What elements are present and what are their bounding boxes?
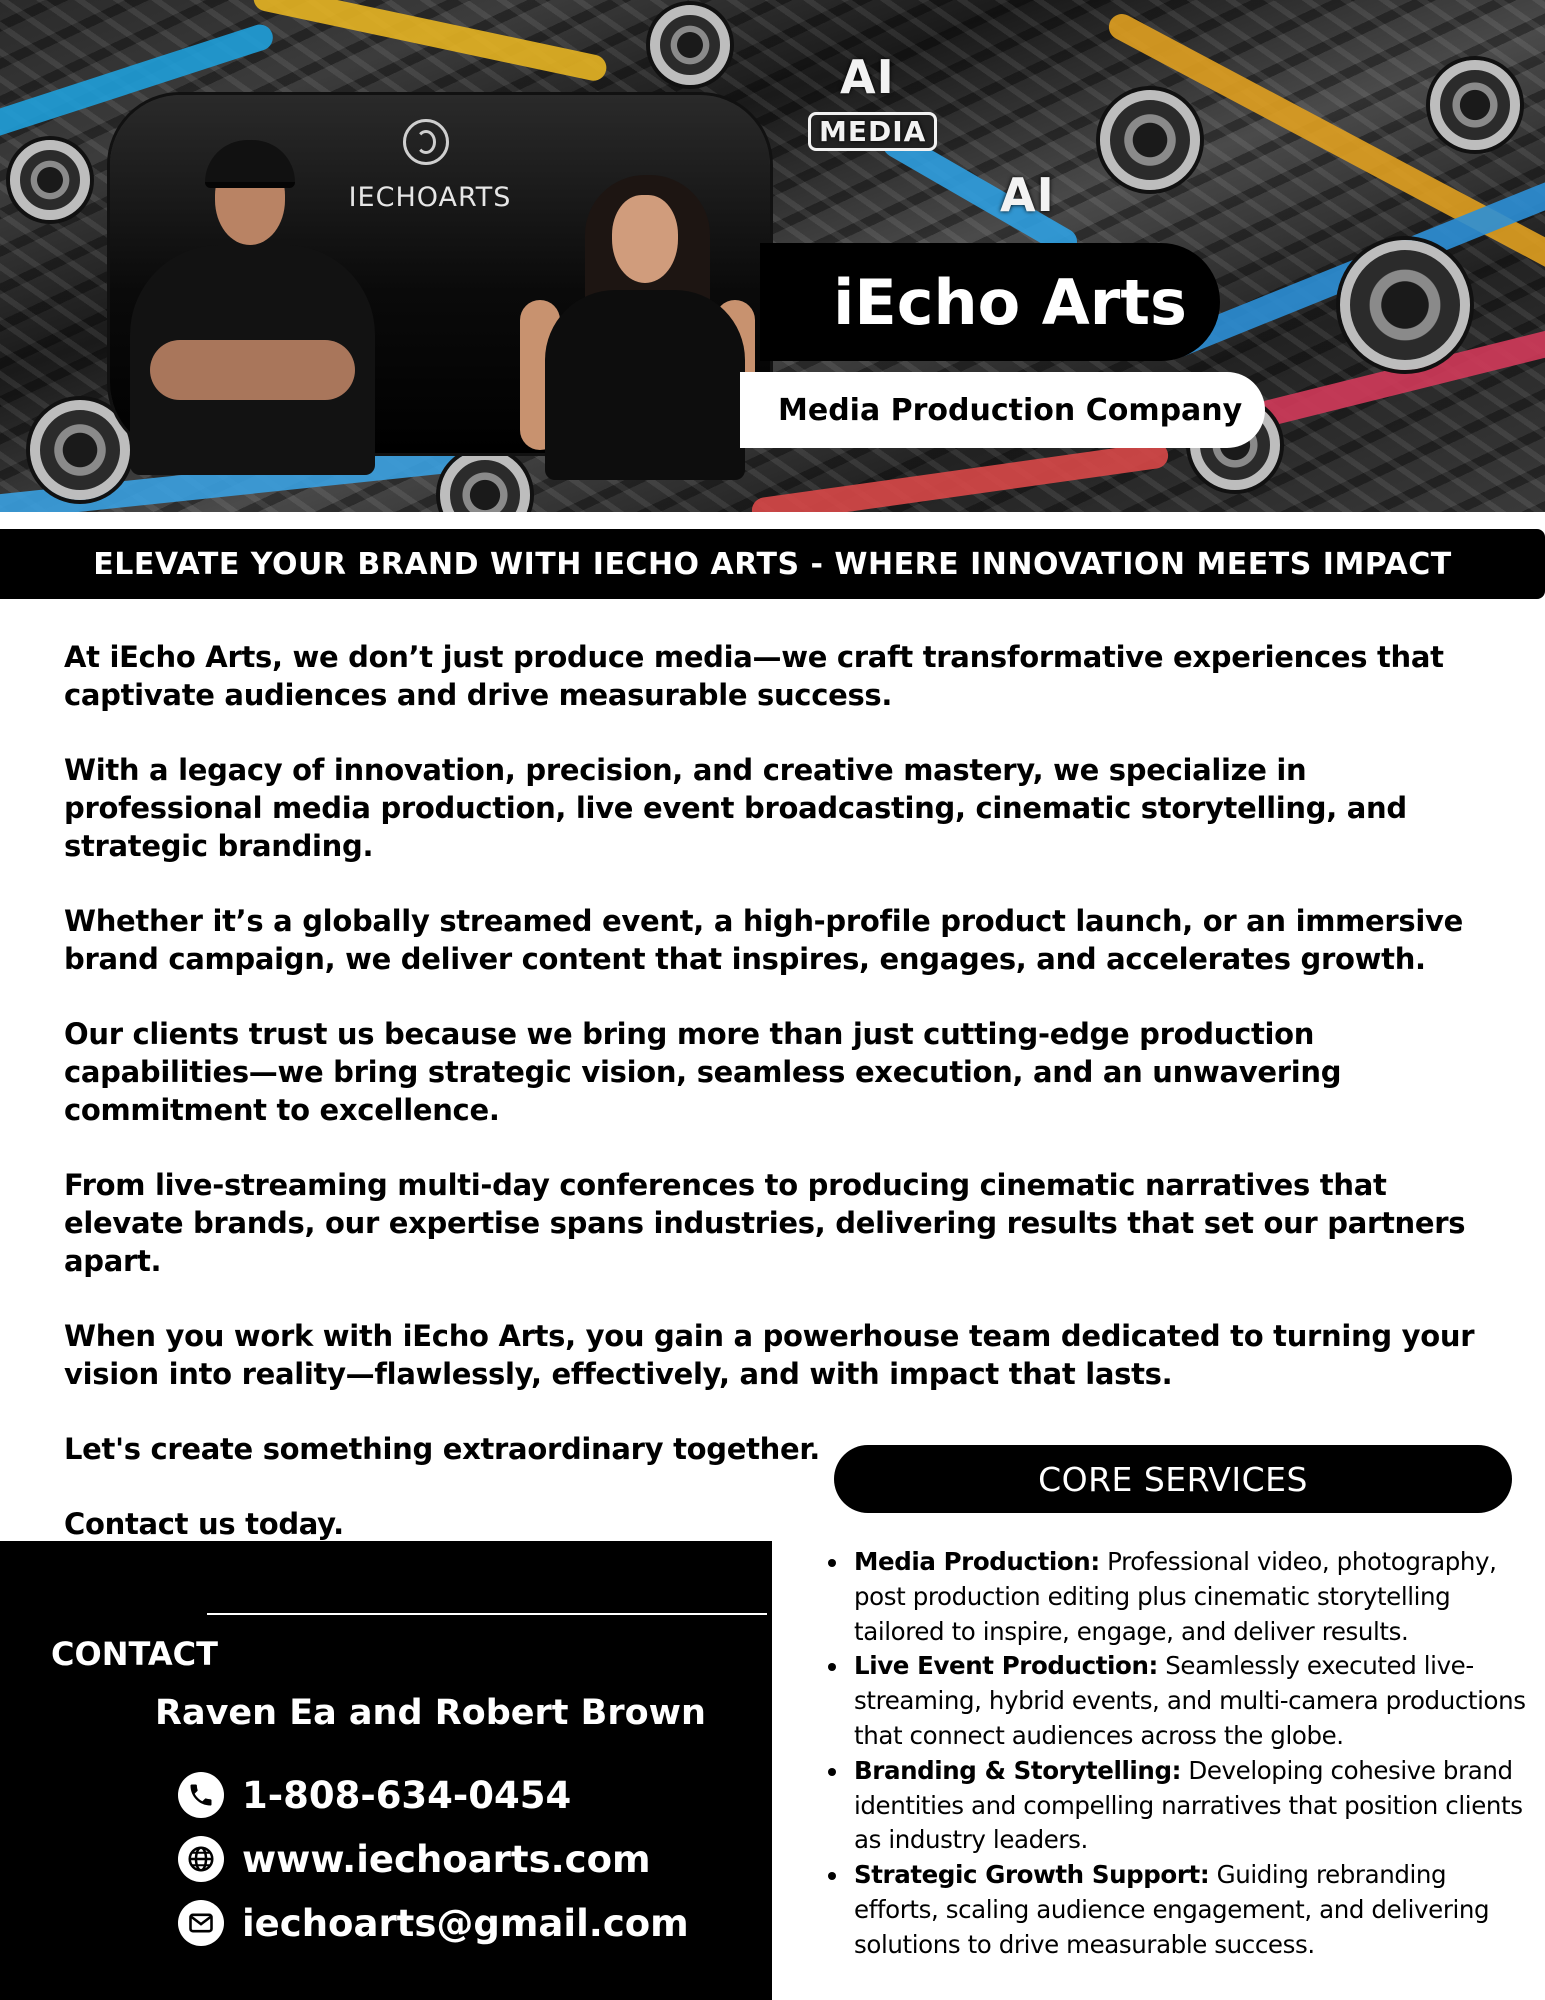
contact-phone-row[interactable] [178, 1772, 571, 1818]
phone-icon [178, 1772, 224, 1818]
service-title: Strategic Growth Support: [854, 1860, 1210, 1890]
intro-paragraph: Our clients trust us because we bring more than just cutting-edge production capabilities—we bring strategic vision, seamless execution, and an unwavering commitment to excellence. [64, 1017, 1342, 1127]
mail-icon [178, 1900, 224, 1946]
hero-collage [0, 0, 1545, 512]
service-item [828, 1649, 1528, 1753]
service-title: Media Production: [854, 1547, 1100, 1576]
services-list [828, 1545, 1528, 1963]
company-title: iEcho Arts [833, 265, 1187, 339]
intro-paragraph: At iEcho Arts, we don’t just produce media—we craft transformative experiences that captivate audiences and drive measurable success. [64, 640, 1444, 712]
service-item [828, 1545, 1528, 1649]
collage-streak [750, 441, 1170, 512]
core-services-heading: CORE SERVICES [1038, 1459, 1308, 1499]
collage-word-media: MEDIA [808, 112, 937, 151]
intro-paragraph: Whether it’s a globally streamed event, a high-profile product launch, or an immersive brand campaign, we deliver content that inspires, engages, and accelerates growth. [64, 904, 1463, 976]
service-text: Developing cohesive brand identities and compelling narratives that position clients as industry leaders. [854, 1755, 1523, 1855]
service-title: Live Event Production: [854, 1651, 1158, 1681]
intro-paragraph: With a legacy of innovation, precision, and creative mastery, we specialize in professional media production, live event broadcasting, cinematic storytelling, and strategic branding. [64, 753, 1407, 863]
core-services-heading-pill [834, 1445, 1512, 1513]
intro-paragraph: Contact us today. [64, 1507, 344, 1541]
collage-word-ai: AI [840, 50, 895, 104]
collage-word-ai-2: AI [1000, 168, 1055, 222]
contact-panel [0, 1541, 772, 2000]
tagline-text: ELEVATE YOUR BRAND WITH IECHO ARTS - WHERE INNOVATION MEETS IMPACT [93, 546, 1452, 582]
collage-dial [10, 140, 90, 220]
service-title: Branding & Storytelling: [854, 1755, 1182, 1785]
iechoarts-logo-icon [403, 119, 449, 165]
tagline-banner [0, 529, 1545, 599]
card-logo-text: IECHOARTS [348, 182, 512, 213]
contact-website-row[interactable] [178, 1836, 651, 1882]
globe-icon [178, 1836, 224, 1882]
company-subtitle: Media Production Company [778, 392, 1243, 428]
service-text: Seamlessly executed live-streaming, hybrid events, and multi-camera productions that connect audiences across the globe. [854, 1651, 1526, 1750]
service-item [828, 1754, 1528, 1858]
contact-divider [207, 1613, 767, 1615]
man-arms [150, 340, 355, 400]
collage-dial [30, 400, 130, 500]
contact-names: Raven Ea and Robert Brown [155, 1693, 706, 1733]
collage-dial [1340, 240, 1470, 370]
intro-copy [64, 638, 1484, 1580]
woman-figure [545, 290, 745, 480]
intro-paragraph: From live-streaming multi-day conferences to producing cinematic narratives that elevate brands, our expertise spans industries, delivering results that set our partners apart. [64, 1168, 1466, 1278]
service-text: Guiding rebranding efforts, scaling audience engagement, and delivering solutions to drive measurable success. [854, 1860, 1490, 1959]
company-title-pill [760, 243, 1220, 361]
collage-dial [650, 5, 730, 85]
service-text: Professional video, photography, post production editing plus cinematic storytelling tailored to inspire, engage, and deliver results. [854, 1547, 1497, 1646]
contact-website[interactable]: www.iechoarts.com [242, 1837, 651, 1881]
woman-face [612, 195, 678, 283]
contact-heading: CONTACT [51, 1635, 218, 1673]
intro-paragraph: When you work with iEcho Arts, you gain a powerhouse team dedicated to turning your vision into reality—flawlessly, effectively, and with impact that lasts. [64, 1319, 1475, 1391]
contact-phone[interactable]: 1-808-634-0454 [242, 1773, 572, 1817]
contact-email-row[interactable] [178, 1900, 689, 1946]
service-item [828, 1858, 1528, 1962]
intro-paragraph: Let's create something extraordinary together. [64, 1432, 820, 1466]
collage-dial [1100, 90, 1200, 190]
contact-email[interactable]: iechoarts@gmail.com [242, 1901, 689, 1945]
company-subtitle-pill [740, 372, 1265, 448]
collage-dial [1430, 60, 1520, 150]
collage-streak [251, 0, 609, 83]
